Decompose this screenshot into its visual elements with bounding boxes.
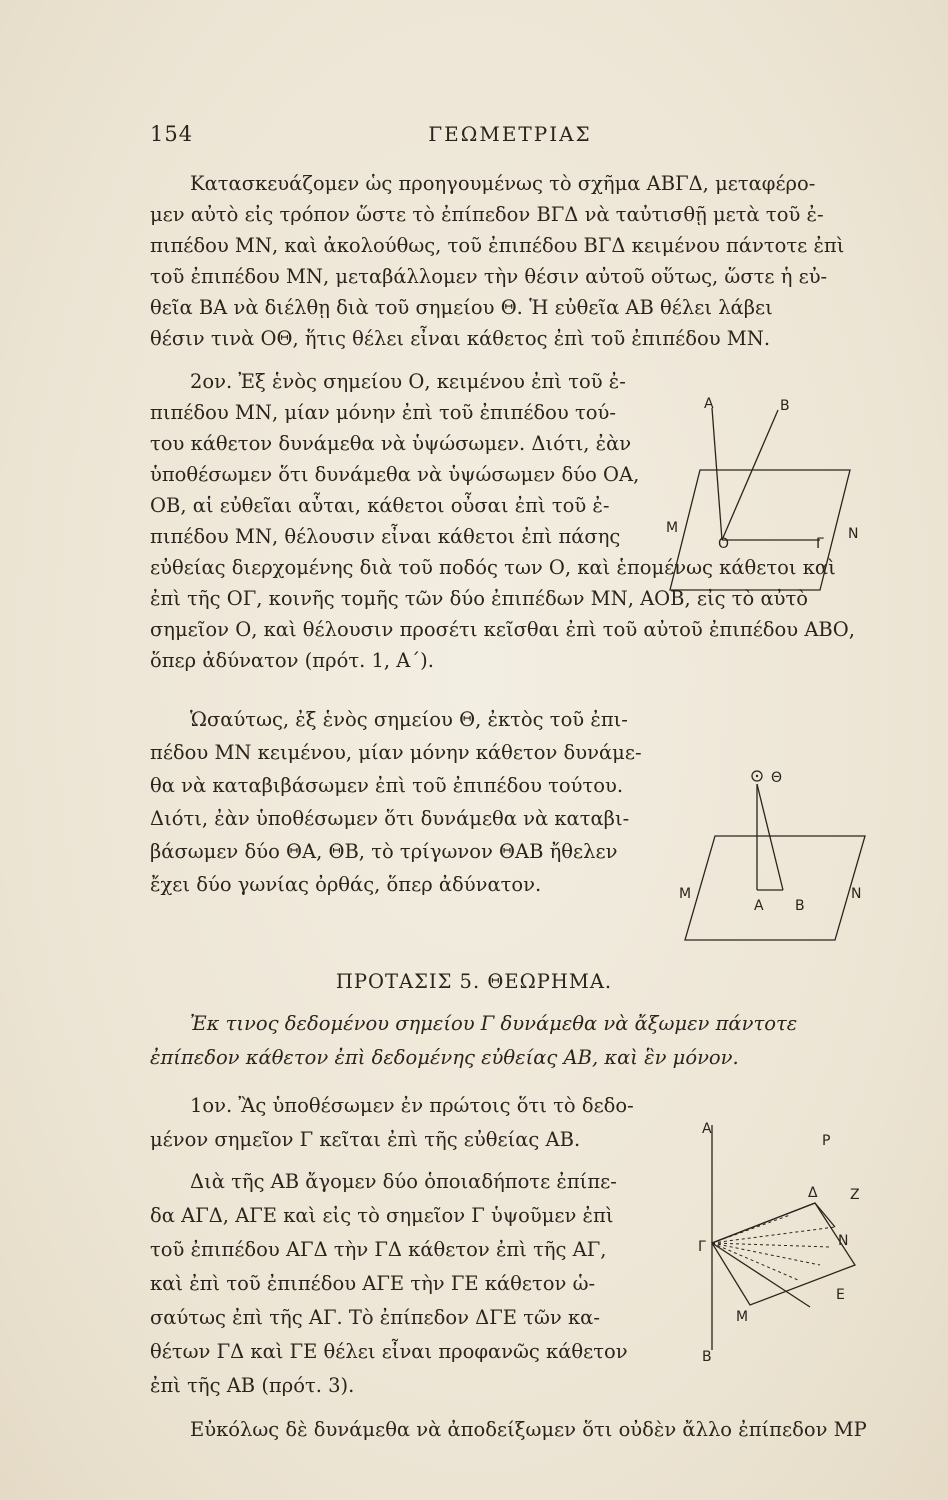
label-a: Α [704,396,714,412]
text-line: Ὡσαύτως, ἐξ ἑνὸς σημείου Θ, ἐκτὸς τοῦ ἐπι- [190,708,628,731]
line-dashed-1 [712,1215,790,1243]
label-n: Ν [848,526,859,542]
text-line: θέτων ΓΔ καὶ ΓΕ θέλει εἶναι προφανῶς κάθετον [150,1340,628,1363]
line-oa [712,408,722,540]
line-dz [815,1203,835,1227]
text-line: πιπέδου ΜΝ, μίαν μόνην ἐπὶ τοῦ ἐπιπέδου τού- [150,401,616,424]
line-gd [712,1203,815,1243]
statement-line: ἐπίπεδον κάθετον ἐπὶ δεδομένης εὐθείας ΑΒ, καὶ ἓν μόνον. [150,1046,739,1069]
line-theta-b [757,784,783,890]
text-line: σημεῖον Ο, καὶ θέλουσιν προσέτι κεῖσθαι ἐπὶ τοῦ αὐτοῦ ἐπιπέδου ΑΒΟ, [150,618,855,641]
text-line: δα ΑΓΔ, ΑΓΕ καὶ εἰς τὸ σημεῖον Γ ὑψοῦμεν ἐπὶ [150,1204,614,1227]
text-line: ΟΒ, αἱ εὐθεῖαι αὗται, κάθετοι οὖσαι ἐπὶ τοῦ ἐ- [150,494,610,517]
line-dashed-2 [712,1227,835,1243]
label-n: Ν [838,1233,849,1249]
text-line: σαύτως ἐπὶ τῆς ΑΓ. Τὸ ἐπίπεδον ΔΓΕ τῶν κα- [150,1306,600,1329]
text-line: θεῖα ΒΑ νὰ διέλθῃ διὰ τοῦ σημείου Θ. Ἡ εὐθεῖα ΑΒ θέλει λάβει [150,296,773,319]
label-a: Α [702,1121,712,1137]
label-g: Γ [698,1239,706,1255]
page-header [150,122,870,152]
text-line: ἔχει δύο γωνίας ὀρθάς, ὅπερ ἀδύνατον. [150,873,542,896]
text-line: του κάθετον δυνάμεθα νὰ ὑψώσωμεν. Διότι, ἐὰν [150,432,632,455]
text-line: πιπέδου ΜΝ, θέλουσιν εἶναι κάθετοι ἐπὶ πάσης [150,525,621,548]
text-line: ὅπερ ἀδύνατον (πρότ. 1, Α΄). [150,649,434,672]
label-n: Ν [851,886,862,902]
label-z: Ζ [850,1187,860,1203]
point-theta-dot [756,775,758,777]
proposition-heading: ΠΡΟΤΑΣΙΣ 5. ΘΕΩΡΗΜΑ. [335,970,613,993]
text-line: τοῦ ἐπιπέδου ΜΝ, μεταβάλλομεν τὴν θέσιν αὐτοῦ οὕτως, ὥστε ἡ εὐ- [150,265,828,288]
text-line: Διότι, ἐὰν ὑποθέσωμεν ὅτι δυνάμεθα νὰ καταβι- [150,807,630,830]
text-line: βάσωμεν δύο ΘΑ, ΘΒ, τὸ τρίγωνον ΘΑΒ ἤθελεν [150,840,618,863]
text-line: Διὰ τῆς ΑΒ ἄγομεν δύο ὁποιαδήποτε ἐπίπε- [190,1170,617,1193]
statement-line: Ἐκ τινος δεδομένου σημείου Γ δυνάμεθα νὰ ἄξωμεν πάντοτε [190,1012,798,1035]
label-b: Β [702,1349,712,1365]
label-o: Ο [718,536,730,552]
text-line: μένον σημεῖον Γ κεῖται ἐπὶ τῆς εὐθείας ΑΒ. [150,1128,581,1151]
label-theta: Θ [771,770,783,786]
page-number: 154 [150,122,194,146]
figure-perpendiculars-from-point [660,390,870,600]
text-line: θέσιν τινὰ ΟΘ, ἥτις θέλει εἶναι κάθετος ἐπὶ τοῦ ἐπιπέδου ΜΝ. [150,327,771,350]
label-d: Δ [808,1185,818,1201]
label-a: Α [754,898,764,914]
text-line: ὑποθέσωμεν ὅτι δυνάμεθα νὰ ὑψώσωμεν δύο ΟΑ, [150,463,640,486]
text-line: θα νὰ καταβιβάσωμεν ἐπὶ τοῦ ἐπιπέδου τούτου. [150,774,624,797]
line-ob [722,410,778,540]
text-line: πέδου ΜΝ κειμένου, μίαν μόνην κάθετον δυνάμε- [150,741,642,764]
text-line: 1ον. Ἂς ὑποθέσωμεν ἐν πρώτοις ὅτι τὸ δεδο- [190,1094,634,1117]
text-line: Εὐκόλως δὲ δυνάμεθα νὰ ἀποδείξωμεν ὅτι οὐδὲν ἄλλο ἐπίπεδον ΜΡ [190,1418,867,1441]
text-line: καὶ ἐπὶ τοῦ ἐπιπέδου ΑΓΕ τὴν ΓΕ κάθετον ὡ- [150,1272,596,1295]
text-line: 2ον. Ἐξ ἑνὸς σημείου Ο, κειμένου ἐπὶ τοῦ ἐ- [190,370,626,393]
plane-mn-outline [685,836,865,940]
label-e: Ε [836,1287,845,1303]
label-b: Β [795,898,805,914]
text-line: πιπέδου ΜΝ, καὶ ἀκολούθως, τοῦ ἐπιπέδου ΒΓΔ κειμένου πάντοτε ἐπὶ [150,234,845,257]
label-m: Μ [666,520,679,536]
text-line: Κατασκευάζομεν ὡς προηγουμένως τὸ σχῆμα ΑΒΓΔ, μεταφέρο- [190,172,816,195]
label-r: Ρ [822,1133,831,1149]
plane-mn-outline [670,470,850,590]
label-b: Β [780,398,790,414]
text-line: ἐπὶ τῆς ΑΒ (πρότ. 3). [150,1374,355,1397]
text-line: ἐπὶ τῆς ΟΓ, κοινῆς τομῆς τῶν δύο ἐπιπέδων ΜΝ, ΑΟΒ, εἰς τὸ αὐτὸ [150,587,809,610]
line-dashed-5 [712,1243,798,1280]
text-line: τοῦ ἐπιπέδου ΑΓΔ τὴν ΓΔ κάθετον ἐπὶ τῆς ΑΓ, [150,1238,607,1261]
figure-perpendicular-plane [690,1115,870,1365]
text-line: εὐθείας διερχομένης διὰ τοῦ ποδός των Ο, καὶ ἑπομένως κάθετοι καὶ [150,556,836,579]
text-line: μεν αὐτὸ εἰς τρόπον ὥστε τὸ ἐπίπεδον ΒΓΔ νὰ ταὐτισθῇ μετὰ τοῦ ἐ- [150,203,824,226]
label-g: Γ [816,536,824,552]
label-m: Μ [736,1309,749,1325]
figure-triangle-on-plane [675,760,870,950]
running-title: ΓΕΩΜΕΤΡΙΑΣ [428,122,592,146]
label-m: Μ [679,886,692,902]
